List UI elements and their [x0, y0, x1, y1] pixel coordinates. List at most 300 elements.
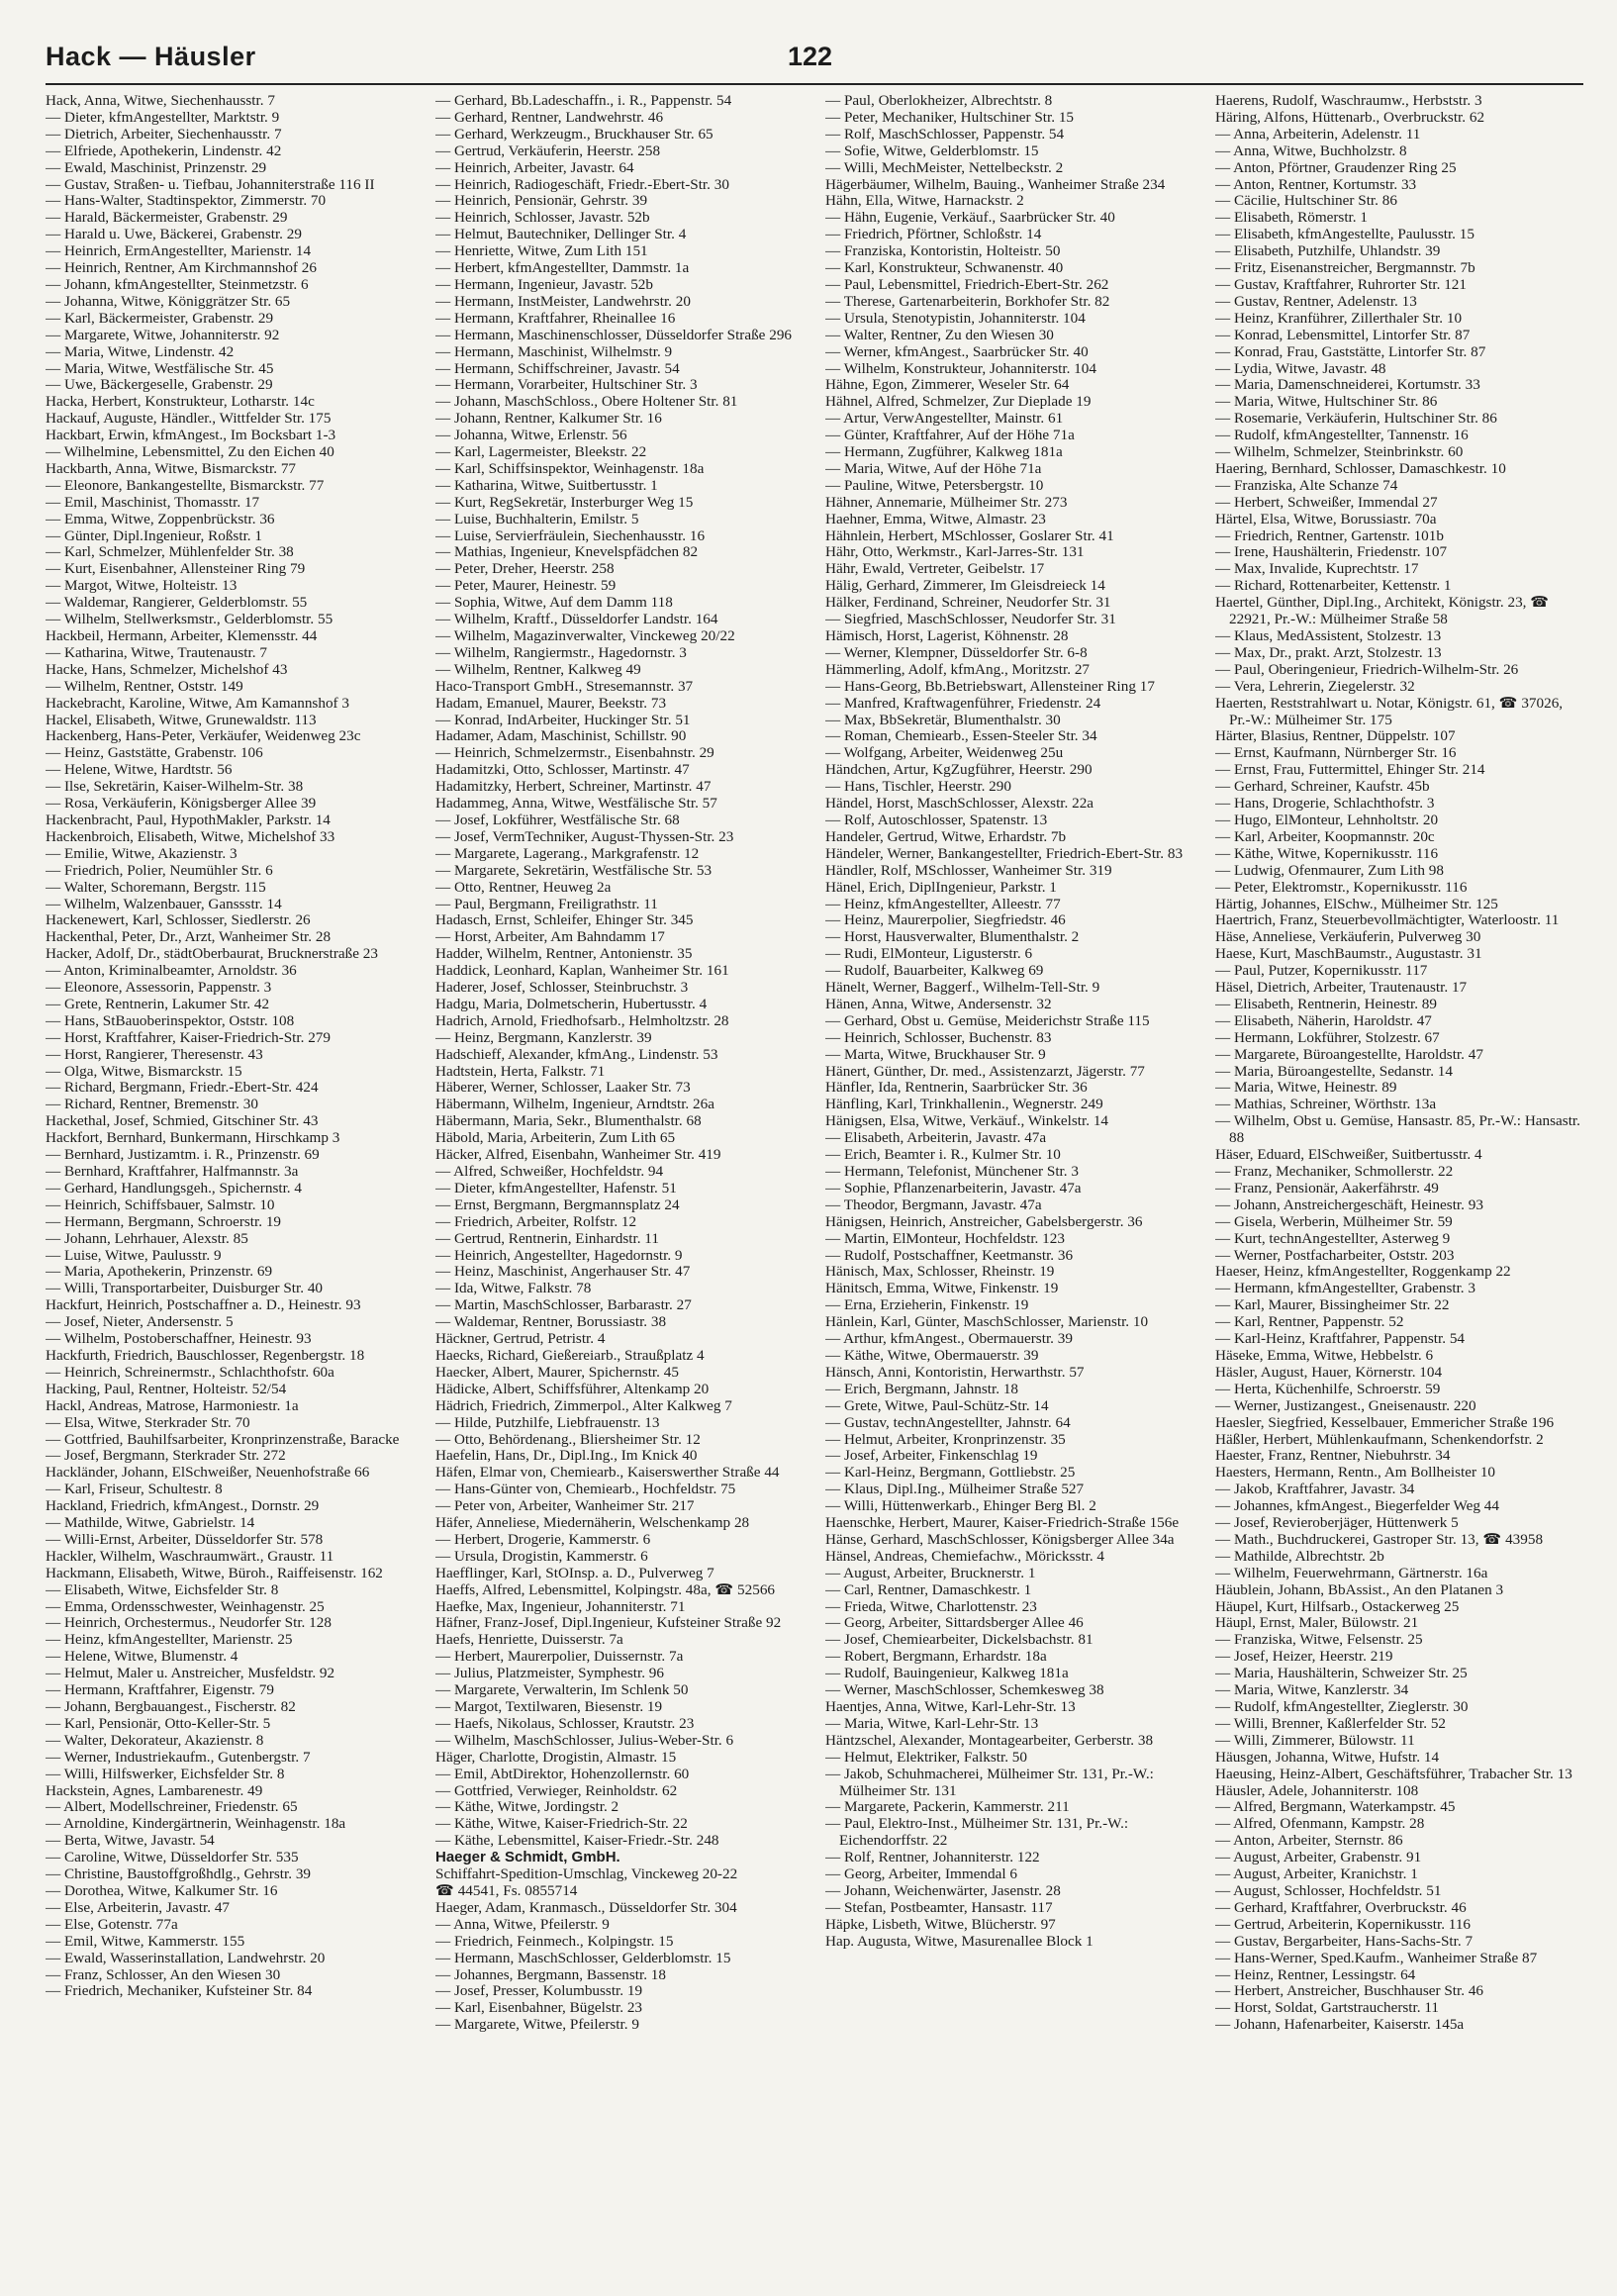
directory-entry: — Cäcilie, Hultschiner Str. 86 — [1215, 192, 1397, 210]
directory-entry: — August, Arbeiter, Grabenstr. 91 — [1215, 1849, 1422, 1866]
directory-entry: Hänsch, Anni, Kontoristin, Herwarthstr. 57 — [825, 1363, 1085, 1381]
directory-entry: — Harald u. Uwe, Bäckerei, Grabenstr. 29 — [46, 226, 302, 243]
directory-entry: — Friedrich, Rentner, Gartenstr. 101b — [1215, 526, 1444, 544]
directory-entry: Hähr, Otto, Werkmstr., Karl-Jarres-Str. 131 — [825, 543, 1085, 561]
directory-entry: — Haefs, Nikolaus, Schlosser, Krautstr. 23 — [435, 1714, 695, 1732]
directory-entry: — Frieda, Witwe, Charlottenstr. 23 — [825, 1597, 1037, 1615]
directory-entry: — Gustav, Rentner, Adelenstr. 13 — [1215, 292, 1417, 310]
directory-columns — [46, 93, 1583, 2270]
directory-entry: Hänigsen, Elsa, Witwe, Verkäuf., Winkelstr. 14 — [825, 1112, 1109, 1130]
directory-entry: — Karl, Arbeiter, Koopmannstr. 20c — [1215, 827, 1435, 845]
directory-entry: — Paul, Oberingenieur, Friedrich-Wilhelm-Str. 26 — [1215, 660, 1519, 678]
directory-entry: Hackenberg, Hans-Peter, Verkäufer, Weidenweg 23c — [46, 727, 361, 745]
directory-entry: — Gottfried, Bauhilfsarbeiter, Kronprinzenstraße, Baracke — [46, 1430, 400, 1448]
directory-entry: Hadamitzki, Otto, Schlosser, Martinstr. 47 — [435, 761, 690, 779]
directory-entry: Haecks, Richard, Gießereiarb., Straußplatz 4 — [435, 1346, 705, 1364]
directory-entry: — Friedrich, Pförtner, Schloßstr. 14 — [825, 226, 1042, 243]
directory-entry: — Georg, Arbeiter, Sittardsberger Allee 46 — [825, 1614, 1084, 1632]
directory-entry: — Elisabeth, Näherin, Haroldstr. 47 — [1215, 1011, 1432, 1029]
directory-entry: Härtel, Elsa, Witwe, Borussiastr. 70a — [1215, 510, 1437, 527]
directory-entry: — Käthe, Witwe, Jordingstr. 2 — [435, 1798, 619, 1816]
directory-entry: — Karl, Schmelzer, Mühlenfelder Str. 38 — [46, 543, 294, 561]
directory-entry: — Mathias, Ingenieur, Knevelspfädchen 82 — [435, 543, 699, 561]
directory-entry: — Heinrich, Arbeiter, Javastr. 64 — [435, 158, 634, 176]
directory-entry: — Else, Gotenstr. 77a — [46, 1915, 178, 1933]
directory-entry: — Maria, Apothekerin, Prinzenstr. 69 — [46, 1263, 273, 1281]
directory-entry: Hänfler, Ida, Rentnerin, Saarbrücker Str. 36 — [825, 1079, 1088, 1097]
directory-entry: Häfer, Anneliese, Miedernäherin, Welschenkamp 28 — [435, 1514, 750, 1532]
directory-entry: — Margarete, Sekretärin, Westfälische Str. 53 — [435, 861, 713, 879]
directory-entry: — Gerhard, Handlungsgeh., Spichernstr. 4 — [46, 1179, 302, 1196]
directory-entry: Häseke, Emma, Witwe, Hebbelstr. 6 — [1215, 1346, 1434, 1364]
directory-entry: — Heinz, kfmAngestellter, Alleestr. 77 — [825, 895, 1061, 912]
directory-entry: — Helene, Witwe, Blumenstr. 4 — [46, 1648, 238, 1666]
directory-entry: — Dieter, kfmAngestellter, Marktstr. 9 — [46, 108, 280, 126]
directory-entry: Häser, Eduard, ElSchweißer, Suitbertusstr. 4 — [1215, 1146, 1482, 1164]
directory-entry: — Josef, VermTechniker, August-Thyssen-Str. 23 — [435, 827, 734, 845]
directory-entry: — Herbert, kfmAngestellter, Dammstr. 1a — [435, 259, 690, 277]
directory-entry: — Emma, Witwe, Zoppenbrückstr. 36 — [46, 510, 275, 527]
directory-entry: — Harald, Bäckermeister, Grabenstr. 29 — [46, 209, 288, 227]
directory-entry: — Karl, Bäckermeister, Grabenstr. 29 — [46, 309, 274, 327]
directory-entry: — Konrad, IndArbeiter, Huckinger Str. 51 — [435, 711, 691, 728]
directory-entry: — Horst, Hausverwalter, Blumenthalstr. 2 — [825, 928, 1080, 946]
directory-entry: Hähr, Ewald, Vertreter, Geibelstr. 17 — [825, 560, 1045, 578]
directory-entry: — Sophie, Pflanzenarbeiterin, Javastr. 47a — [825, 1179, 1082, 1196]
directory-entry: — Hermann, Bergmann, Schroerstr. 19 — [46, 1212, 282, 1230]
directory-entry: — Dieter, kfmAngestellter, Hafenstr. 51 — [435, 1179, 677, 1196]
directory-entry: — Franziska, Kontoristin, Holteistr. 50 — [825, 242, 1061, 260]
directory-entry: Hackfurth, Friedrich, Bauschlosser, Regenbergstr. 18 — [46, 1346, 365, 1364]
directory-entry: — Hermann, Zugführer, Kalkweg 181a — [825, 443, 1063, 461]
directory-entry: — Johann, Weichenwärter, Jasenstr. 28 — [825, 1881, 1061, 1899]
directory-entry: Hackenewert, Karl, Schlosser, Siedlerstr. 26 — [46, 911, 311, 929]
directory-entry: — Emil, AbtDirektor, Hohenzollernstr. 60 — [435, 1765, 690, 1782]
directory-entry: Häfner, Franz-Josef, Dipl.Ingenieur, Kufsteiner Straße 92 — [435, 1614, 782, 1632]
directory-entry: — Jakob, Kraftfahrer, Javastr. 34 — [1215, 1481, 1415, 1498]
directory-entry: Haester, Franz, Rentner, Niebuhrstr. 34 — [1215, 1447, 1451, 1465]
directory-entry: — Hermann, Maschinenschlosser, Düsseldorfer Straße 296 — [435, 326, 793, 343]
directory-entry: Hägerbäumer, Wilhelm, Bauing., Wanheimer Straße 234 — [825, 175, 1166, 193]
directory-entry: — Maria, Haushälterin, Schweizer Str. 25 — [1215, 1665, 1468, 1682]
directory-entry: — Karl, Pensionär, Otto-Keller-Str. 5 — [46, 1714, 271, 1732]
directory-entry: — Bernhard, Kraftfahrer, Halfmannstr. 3a — [46, 1163, 299, 1180]
directory-entry: Haefke, Max, Ingenieur, Johanniterstr. 71 — [435, 1597, 686, 1615]
directory-entry: — Hermann, Kraftfahrer, Eigenstr. 79 — [46, 1681, 274, 1699]
directory-entry: — Gustav, Straßen- u. Tiefbau, Johanniterstraße 116 II — [46, 175, 375, 193]
directory-entry: — Bernhard, Justizamtm. i. R., Prinzenstr. 69 — [46, 1146, 320, 1164]
directory-entry: — Rolf, Rentner, Johanniterstr. 122 — [825, 1849, 1040, 1866]
directory-entry: — Richard, Bergmann, Friedr.-Ebert-Str. 424 — [46, 1079, 319, 1097]
directory-entry: — Martin, MaschSchlosser, Barbarastr. 27 — [435, 1296, 692, 1314]
directory-entry: — Paul, Bergmann, Freiligrathstr. 11 — [435, 895, 658, 912]
directory-entry: — Josef, Arbeiter, Finkenschlag 19 — [825, 1447, 1038, 1465]
directory-entry: Häusgen, Johanna, Witwe, Hufstr. 14 — [1215, 1748, 1440, 1766]
directory-entry: — Therese, Gartenarbeiterin, Borkhofer Str. 82 — [825, 292, 1110, 310]
directory-entry: — Arthur, kfmAngest., Obermauerstr. 39 — [825, 1330, 1073, 1348]
directory-entry: — Gustav, Bergarbeiter, Hans-Sachs-Str. 7 — [1215, 1932, 1474, 1950]
directory-entry: — Alfred, Schweißer, Hochfeldstr. 94 — [435, 1163, 664, 1180]
directory-entry: — Rolf, Autoschlosser, Spatenstr. 13 — [825, 811, 1048, 828]
directory-entry: — Karl, Friseur, Schultestr. 8 — [46, 1481, 223, 1498]
directory-entry: Haesters, Hermann, Rentn., Am Bollheister 10 — [1215, 1464, 1496, 1482]
directory-entry: — Margot, Textilwaren, Biesenstr. 19 — [435, 1698, 663, 1715]
directory-entry: — Dietrich, Arbeiter, Siechenhausstr. 7 — [46, 125, 282, 143]
directory-entry: Haerens, Rudolf, Waschraumw., Herbststr. 3 — [1215, 93, 1482, 109]
directory-entry: — Heinz, Bergmann, Kanzlerstr. 39 — [435, 1028, 652, 1046]
directory-entry: — Klaus, MedAssistent, Stolzestr. 13 — [1215, 627, 1442, 644]
directory-entry: Schiffahrt-Spedition-Umschlag, Vinckeweg 20-22 — [435, 1866, 738, 1883]
directory-entry: — Erich, Beamter i. R., Kulmer Str. 10 — [825, 1146, 1061, 1164]
directory-entry: — Emil, Witwe, Kammerstr. 155 — [46, 1932, 245, 1950]
directory-entry: — Gerhard, Obst u. Gemüse, Meiderichstr Straße 115 — [825, 1011, 1150, 1029]
directory-entry: — Wilhelm, Stellwerksmstr., Gelderblomstr. 55 — [46, 611, 333, 628]
directory-entry: Hackenbracht, Paul, HypothMakler, Parkstr. 14 — [46, 811, 331, 828]
directory-entry: — Werner, Postfacharbeiter, Oststr. 203 — [1215, 1246, 1455, 1264]
directory-entry: Hackenbroich, Elisabeth, Witwe, Michelshof 33 — [46, 827, 335, 845]
directory-entry: Häupl, Ernst, Maler, Bülowstr. 21 — [1215, 1614, 1419, 1632]
directory-entry: — Margarete, Lagerang., Markgrafenstr. 12 — [435, 844, 700, 862]
directory-entry: Hänigsen, Heinrich, Anstreicher, Gabelsbergerstr. 36 — [825, 1212, 1143, 1230]
directory-entry: — Karl, Maurer, Bissingheimer Str. 22 — [1215, 1296, 1450, 1314]
directory-entry: Hacker, Adolf, Dr., städtOberbaurat, Brucknerstraße 23 — [46, 945, 378, 963]
directory-entry: — Johanna, Witwe, Königgrätzer Str. 65 — [46, 292, 291, 310]
directory-entry: Haefflinger, Karl, StOInsp. a. D., Pulverweg 7 — [435, 1564, 714, 1581]
directory-entry: — Friedrich, Arbeiter, Rolfstr. 12 — [435, 1212, 637, 1230]
directory-entry: Hackmann, Elisabeth, Witwe, Büroh., Raiffeisenstr. 162 — [46, 1564, 383, 1581]
directory-entry: — Mathias, Schreiner, Wörthstr. 13a — [1215, 1096, 1437, 1113]
directory-entry: — Marta, Witwe, Bruckhauser Str. 9 — [825, 1045, 1046, 1063]
directory-entry: Hänert, Günther, Dr. med., Assistenzarzt, Jägerstr. 77 — [825, 1062, 1145, 1080]
column-1 — [46, 93, 414, 2270]
directory-entry: — Konrad, Frau, Gaststätte, Lintorfer Str. 87 — [1215, 342, 1486, 360]
directory-entry: Häbold, Maria, Arbeiterin, Zum Lith 65 — [435, 1129, 676, 1147]
directory-entry: Handeler, Gertrud, Witwe, Erhardstr. 7b — [825, 827, 1067, 845]
directory-entry: — Hermann, Kraftfahrer, Rheinallee 16 — [435, 309, 676, 327]
directory-entry: Haddick, Leonhard, Kaplan, Wanheimer Str. 161 — [435, 962, 729, 980]
directory-entry: — Wilhelm, Postoberschaffner, Heinestr. 93 — [46, 1330, 312, 1348]
directory-entry: — Maria, Witwe, Heinestr. 89 — [1215, 1079, 1397, 1097]
directory-entry: Haeser, Heinz, kfmAngestellter, Roggenkamp 22 — [1215, 1263, 1511, 1281]
directory-entry: Hämmerling, Adolf, kfmAng., Moritzstr. 27 — [825, 660, 1091, 678]
directory-entry: — Elisabeth, Arbeiterin, Javastr. 47a — [825, 1129, 1047, 1147]
column-3 — [825, 93, 1193, 2270]
directory-entry: — Eleonore, Assessorin, Pappenstr. 3 — [46, 979, 272, 997]
directory-entry: — Josef, Heizer, Heerstr. 219 — [1215, 1648, 1393, 1666]
directory-entry: Häger, Charlotte, Drogistin, Almastr. 15 — [435, 1748, 677, 1766]
directory-entry: — Margarete, Büroangestellte, Haroldstr. 47 — [1215, 1045, 1483, 1063]
directory-entry: — Rudolf, kfmAngestellter, Zieglerstr. 30 — [1215, 1698, 1469, 1715]
directory-entry: — Ewald, Maschinist, Prinzenstr. 29 — [46, 158, 267, 176]
directory-entry: Händeler, Werner, Bankangestellter, Friedrich-Ebert-Str. 83 — [825, 844, 1184, 862]
directory-entry: — Elisabeth, Römerstr. 1 — [1215, 209, 1368, 227]
directory-entry: — Heinrich, Schreinermstr., Schlachthofstr. 60a — [46, 1363, 334, 1381]
directory-entry: — Karl, Rentner, Pappenstr. 52 — [1215, 1313, 1404, 1331]
directory-entry: Hackländer, Johann, ElSchweißer, Neuenhofstraße 66 — [46, 1464, 370, 1482]
directory-entry: — Herbert, Maurerpolier, Duissernstr. 7a — [435, 1648, 684, 1666]
column-2 — [435, 93, 804, 2270]
directory-entry: — Berta, Witwe, Javastr. 54 — [46, 1832, 215, 1850]
directory-entry: — Josef, Chemiearbeiter, Dickelsbachstr. 81 — [825, 1631, 1094, 1649]
directory-entry: — Elisabeth, Rentnerin, Heinestr. 89 — [1215, 995, 1437, 1012]
directory-entry: — Margarete, Witwe, Johanniterstr. 92 — [46, 326, 280, 343]
directory-entry: — Math., Buchdruckerei, Gastroper Str. 13, ☎ 43958 — [1215, 1530, 1544, 1548]
directory-entry: — Katharina, Witwe, Suitbertusstr. 1 — [435, 476, 658, 494]
directory-entry: — Willi, Transportarbeiter, Duisburger Str. 40 — [46, 1280, 324, 1297]
directory-entry: — Heinrich, Angestellter, Hagedornstr. 9 — [435, 1246, 683, 1264]
directory-entry: — Grete, Witwe, Paul-Schütz-Str. 14 — [825, 1396, 1049, 1414]
directory-entry: — Elisabeth, Witwe, Eichsfelder Str. 8 — [46, 1580, 279, 1598]
directory-entry: — Katharina, Witwe, Trautenaustr. 7 — [46, 643, 267, 661]
directory-entry: — Wilhelm, Magazinverwalter, Vinckeweg 20/22 — [435, 627, 735, 644]
directory-entry: — Hermann, Maschinist, Wilhelmstr. 9 — [435, 342, 673, 360]
directory-entry: — Käthe, Witwe, Kaiser-Friedrich-Str. 22 — [435, 1815, 688, 1833]
directory-entry: — Gustav, Kraftfahrer, Ruhrorter Str. 121 — [1215, 275, 1467, 293]
directory-entry: — Werner, Industriekaufm., Gutenbergstr. 7 — [46, 1748, 311, 1766]
directory-entry: — Ludwig, Ofenmaurer, Zum Lith 98 — [1215, 861, 1444, 879]
directory-entry: — Karl-Heinz, Bergmann, Gottliebstr. 25 — [825, 1464, 1076, 1482]
directory-entry: Haertel, Günther, Dipl.Ing., Architekt, Königstr. 23, ☎ 22921, Pr.-W.: Mülheimer Straße 58 — [1215, 594, 1550, 628]
directory-entry: — Willi-Ernst, Arbeiter, Düsseldorfer Str. 578 — [46, 1530, 324, 1548]
directory-entry: — Werner, Klempner, Düsseldorfer Str. 6-8 — [825, 643, 1088, 661]
directory-entry: — Friedrich, Mechaniker, Kufsteiner Str. 84 — [46, 1982, 313, 2000]
directory-entry: — Wilhelm, Feuerwehrmann, Gärtnerstr. 16a — [1215, 1564, 1488, 1581]
directory-entry: Häberer, Werner, Schlosser, Laaker Str. 73 — [435, 1079, 691, 1097]
directory-entry: — Else, Arbeiterin, Javastr. 47 — [46, 1898, 231, 1916]
directory-entry: — Peter, Dreher, Heerstr. 258 — [435, 560, 615, 578]
directory-entry: — Anna, Witwe, Buchholzstr. 8 — [1215, 142, 1407, 159]
directory-entry: — Franz, Pensionär, Aakerfährstr. 49 — [1215, 1179, 1439, 1196]
directory-entry: Hähnel, Alfred, Schmelzer, Zur Dieplade 19 — [825, 393, 1092, 411]
directory-entry: — Heinz, Maschinist, Angerhauser Str. 47 — [435, 1263, 691, 1281]
directory-entry: — Alfred, Ofenmann, Kampstr. 28 — [1215, 1815, 1425, 1833]
directory-entry: — Stefan, Postbeamter, Hansastr. 117 — [825, 1898, 1053, 1916]
directory-entry: — Karl, Lagermeister, Bleekstr. 22 — [435, 443, 647, 461]
directory-entry: — Peter, Mechaniker, Hultschiner Str. 15 — [825, 108, 1075, 126]
directory-entry: Hackel, Elisabeth, Witwe, Grunewaldstr. 113 — [46, 711, 317, 728]
directory-entry: — Wilhelm, Konstrukteur, Johanniterstr. 104 — [825, 359, 1096, 377]
directory-entry: Haeffs, Alfred, Lebensmittel, Kolpingstr. 48a, ☎ 52566 — [435, 1580, 776, 1598]
directory-entry: — Grete, Rentnerin, Lakumer Str. 42 — [46, 995, 270, 1012]
directory-entry: — Karl, Schiffsinspektor, Weinhagenstr. 18a — [435, 459, 705, 477]
directory-entry: — Ernst, Kaufmann, Nürnberger Str. 16 — [1215, 744, 1457, 762]
directory-entry: — Paul, Putzer, Kopernikusstr. 117 — [1215, 962, 1428, 980]
directory-entry: — Uwe, Bäckergeselle, Grabenstr. 29 — [46, 376, 273, 394]
directory-entry: — Wilhelm, Kraftf., Düsseldorfer Landstr. 164 — [435, 611, 718, 628]
directory-entry: Haeusing, Heinz-Albert, Geschäftsführer, Trabacher Str. 13 — [1215, 1765, 1572, 1782]
directory-entry: — Rudolf, kfmAngestellter, Tannenstr. 16 — [1215, 427, 1469, 444]
directory-entry: — August, Arbeiter, Kranichstr. 1 — [1215, 1866, 1418, 1883]
directory-entry: — Herta, Küchenhilfe, Schroerstr. 59 — [1215, 1380, 1441, 1397]
directory-entry: — Max, Dr., prakt. Arzt, Stolzestr. 13 — [1215, 643, 1442, 661]
directory-entry: Hälker, Ferdinand, Schreiner, Neudorfer Str. 31 — [825, 594, 1111, 612]
directory-entry: — Maria, Büroangestellte, Sedanstr. 14 — [1215, 1062, 1453, 1080]
directory-entry: Hackethal, Josef, Schmied, Gitschiner Str. 43 — [46, 1112, 319, 1130]
directory-entry: — Otto, Behördenang., Bliersheimer Str. 12 — [435, 1430, 701, 1448]
directory-entry: — Wilhelm, Rentner, Kalkweg 49 — [435, 660, 641, 678]
page-header — [46, 38, 1583, 85]
directory-entry: Häßler, Herbert, Mühlenkaufmann, Schenkendorfstr. 2 — [1215, 1430, 1544, 1448]
directory-entry: — Johann, Bergbauangest., Fischerstr. 82 — [46, 1698, 296, 1715]
directory-entry: — Theodor, Bergmann, Javastr. 47a — [825, 1196, 1042, 1213]
directory-entry: — Dorothea, Witwe, Kalkumer Str. 16 — [46, 1881, 278, 1899]
directory-entry: Häfen, Elmar von, Chemiearb., Kaiserswerther Straße 44 — [435, 1464, 780, 1482]
directory-entry: — Wilhelm, MaschSchlosser, Julius-Weber-Str. 6 — [435, 1731, 734, 1749]
directory-entry: — Friedrich, Polier, Neumühler Str. 6 — [46, 861, 273, 879]
directory-entry: — Franziska, Witwe, Felsenstr. 25 — [1215, 1631, 1423, 1649]
directory-entry: — Heinz, Maurerpolier, Siegfriedstr. 46 — [825, 911, 1066, 929]
directory-entry: — Waldemar, Rangierer, Gelderblomstr. 55 — [46, 594, 308, 612]
directory-entry: — Peter, Elektromstr., Kopernikusstr. 116 — [1215, 878, 1468, 896]
directory-entry: — Wilhelm, Rentner, Oststr. 149 — [46, 677, 243, 695]
directory-entry: Hadgu, Maria, Dolmetscherin, Hubertusstr. 4 — [435, 995, 708, 1012]
directory-entry: Hackbarth, Anna, Witwe, Bismarckstr. 77 — [46, 459, 297, 477]
directory-entry: — Käthe, Witwe, Kopernikusstr. 116 — [1215, 844, 1439, 862]
directory-entry: — Paul, Oberlokheizer, Albrechtstr. 8 — [825, 93, 1053, 109]
directory-entry: — Walter, Schoremann, Bergstr. 115 — [46, 878, 266, 896]
directory-entry: Haeger, Adam, Kranmasch., Düsseldorfer Str. 304 — [435, 1898, 737, 1916]
directory-entry: — Helmut, Bautechniker, Dellinger Str. 4 — [435, 226, 687, 243]
directory-entry: — Maria, Witwe, Westfälische Str. 45 — [46, 359, 274, 377]
directory-entry: — Hans-Werner, Sped.Kaufm., Wanheimer Straße 87 — [1215, 1949, 1538, 1966]
directory-entry: — Helene, Witwe, Hardtstr. 56 — [46, 761, 233, 779]
directory-entry: — Hermann, InstMeister, Landwehrstr. 20 — [435, 292, 691, 310]
directory-entry: Hälig, Gerhard, Zimmerer, Im Gleisdreieck 14 — [825, 577, 1105, 595]
directory-entry: — Emma, Ordensschwester, Weinhagenstr. 25 — [46, 1597, 325, 1615]
directory-entry: Hadamer, Adam, Maschinist, Schillstr. 90 — [435, 727, 687, 745]
directory-entry: — Emilie, Witwe, Akazienstr. 3 — [46, 844, 238, 862]
directory-entry: — Fritz, Eisenanstreicher, Bergmannstr. 7b — [1215, 259, 1475, 277]
directory-entry: — Arnoldine, Kindergärtnerin, Weinhagenstr. 18a — [46, 1815, 346, 1833]
directory-entry: Häbermann, Wilhelm, Ingenieur, Arndtstr. 26a — [435, 1096, 714, 1113]
directory-entry: Häublein, Johann, BbAssist., An den Platanen 3 — [1215, 1580, 1504, 1598]
directory-entry: — Ilse, Sekretärin, Kaiser-Wilhelm-Str. 38 — [46, 778, 304, 796]
directory-entry: Hänisch, Max, Schlosser, Rheinstr. 19 — [825, 1263, 1055, 1281]
directory-entry: — Caroline, Witwe, Düsseldorfer Str. 535 — [46, 1849, 299, 1866]
directory-entry: — Margarete, Packerin, Kammerstr. 211 — [825, 1798, 1070, 1816]
directory-entry: — Willi, MechMeister, Nettelbeckstr. 2 — [825, 158, 1064, 176]
directory-entry: Hackbart, Erwin, kfmAngest., Im Bocksbart 1-3 — [46, 427, 336, 444]
directory-entry: Hähne, Egon, Zimmerer, Weseler Str. 64 — [825, 376, 1070, 394]
directory-entry: — Luise, Witwe, Paulusstr. 9 — [46, 1246, 222, 1264]
directory-entry: — Gertrud, Arbeiterin, Kopernikusstr. 116 — [1215, 1915, 1472, 1933]
directory-entry: — Kurt, RegSekretär, Insterburger Weg 15 — [435, 493, 694, 511]
directory-entry: — Waldemar, Rentner, Borussiastr. 38 — [435, 1313, 667, 1331]
directory-entry: — Max, Invalide, Kuprechtstr. 17 — [1215, 560, 1419, 578]
directory-entry: Hadammeg, Anna, Witwe, Westfälische Str. 57 — [435, 795, 717, 813]
directory-entry: — Artur, VerwAngestellter, Mainstr. 61 — [825, 410, 1064, 428]
directory-entry: Hackenthal, Peter, Dr., Arzt, Wanheimer Str. 28 — [46, 928, 332, 946]
directory-entry: — Heinz, Rentner, Lessingstr. 64 — [1215, 1965, 1416, 1983]
directory-entry: — Ursula, Drogistin, Kammerstr. 6 — [435, 1547, 648, 1565]
directory-entry: — Hans, Drogerie, Schlachthofstr. 3 — [1215, 795, 1435, 813]
directory-entry: Haderer, Josef, Schlosser, Steinbruchstr. 3 — [435, 979, 689, 997]
directory-entry: — Werner, MaschSchlosser, Schemkesweg 38 — [825, 1681, 1104, 1699]
directory-entry: Hackbeil, Hermann, Arbeiter, Klemensstr. 44 — [46, 627, 318, 644]
directory-entry: — Maria, Witwe, Hultschiner Str. 86 — [1215, 393, 1438, 411]
directory-entry: — Richard, Rentner, Bremenstr. 30 — [46, 1096, 258, 1113]
page-number: 122 — [788, 42, 833, 71]
directory-entry: Händel, Horst, MaschSchlosser, Alexstr. 22a — [825, 795, 1094, 813]
directory-entry: — Sophia, Witwe, Auf dem Damm 118 — [435, 594, 673, 612]
directory-entry: Hänitsch, Emma, Witwe, Finkenstr. 19 — [825, 1280, 1059, 1297]
directory-entry: — Willi, Hüttenwerkarb., Ehinger Berg Bl. 2 — [825, 1497, 1096, 1515]
directory-entry: — Manfred, Kraftwagenführer, Friedenstr. 24 — [825, 694, 1101, 712]
directory-entry: — Hans-Georg, Bb.Betriebswart, Allensteiner Ring 17 — [825, 677, 1155, 695]
directory-entry: — Peter von, Arbeiter, Wanheimer Str. 217 — [435, 1497, 695, 1515]
page-title: Hack — Häusler — [46, 42, 256, 71]
directory-entry: Hädicke, Albert, Schiffsführer, Altenkamp 20 — [435, 1380, 710, 1397]
directory-entry: — Lydia, Witwe, Javastr. 48 — [1215, 359, 1386, 377]
directory-entry: Haenschke, Herbert, Maurer, Kaiser-Friedrich-Straße 156e — [825, 1514, 1180, 1532]
directory-entry: Haehner, Emma, Witwe, Almastr. 23 — [825, 510, 1046, 527]
directory-entry: — Maria, Witwe, Karl-Lehr-Str. 13 — [825, 1714, 1039, 1732]
directory-entry: — Heinrich, Schlosser, Buchenstr. 83 — [825, 1028, 1052, 1046]
directory-entry: Hähn, Ella, Witwe, Harnackstr. 2 — [825, 192, 1024, 210]
directory-entry: Hackl, Andreas, Matrose, Harmoniestr. 1a — [46, 1396, 299, 1414]
directory-entry: — Horst, Soldat, Gartstraucherstr. 11 — [1215, 1999, 1439, 2017]
directory-entry: — Helmut, Arbeiter, Kronprinzenstr. 35 — [825, 1430, 1066, 1448]
directory-entry: Haertrich, Franz, Steuerbevollmächtigter, Waterloostr. 11 — [1215, 911, 1560, 929]
directory-entry: Häring, Alfons, Hüttenarb., Overbruckstr. 62 — [1215, 108, 1485, 126]
directory-entry: Hänse, Gerhard, MaschSchlosser, Königsberger Allee 34a — [825, 1530, 1175, 1548]
directory-entry: — Ernst, Bergmann, Bergmannsplatz 24 — [435, 1196, 680, 1213]
directory-entry: — Erich, Bergmann, Jahnstr. 18 — [825, 1380, 1019, 1397]
directory-entry: — Christine, Baustoffgroßhdlg., Gehrstr. 39 — [46, 1866, 312, 1883]
directory-entry: — Josef, Lokführer, Westfälische Str. 68 — [435, 811, 680, 828]
directory-entry: Hadamitzky, Herbert, Schreiner, Martinstr. 47 — [435, 778, 712, 796]
directory-entry: — Werner, Justizangest., Gneisenaustr. 220 — [1215, 1396, 1476, 1414]
directory-entry: Häpke, Lisbeth, Witwe, Blücherstr. 97 — [825, 1915, 1056, 1933]
directory-entry: — Maria, Witwe, Auf der Höhe 71a — [825, 459, 1042, 477]
directory-entry: — Karl-Heinz, Kraftfahrer, Pappenstr. 54 — [1215, 1330, 1466, 1348]
directory-entry: — Hugo, ElMonteur, Lehnholtstr. 20 — [1215, 811, 1439, 828]
directory-entry: — Anton, Pförtner, Graudenzer Ring 25 — [1215, 158, 1457, 176]
directory-entry: — Rolf, MaschSchlosser, Pappenstr. 54 — [825, 125, 1065, 143]
directory-entry: — Rudolf, Bauingenieur, Kalkweg 181a — [825, 1665, 1069, 1682]
directory-entry: — Josef, Bergmann, Sterkrader Str. 272 — [46, 1447, 286, 1465]
directory-entry: — Johann, kfmAngestellter, Steinmetzstr. 6 — [46, 275, 309, 293]
directory-entry: — Gisela, Werberin, Mülheimer Str. 59 — [1215, 1212, 1453, 1230]
directory-entry: — Siegfried, MaschSchlosser, Neudorfer Str. 31 — [825, 611, 1116, 628]
directory-entry: — Maria, Witwe, Kanzlerstr. 34 — [1215, 1681, 1409, 1699]
directory-entry: — Gerhard, Werkzeugm., Bruckhauser Str. 65 — [435, 125, 713, 143]
directory-entry: — Wilhelmine, Lebensmittel, Zu den Eichen 40 — [46, 443, 334, 461]
directory-entry: — Heinz, Gaststätte, Grabenstr. 106 — [46, 744, 263, 762]
directory-entry: — Martin, ElMonteur, Hochfeldstr. 123 — [825, 1229, 1065, 1247]
directory-entry: — Johanna, Witwe, Erlenstr. 56 — [435, 427, 627, 444]
directory-entry: — Margarete, Verwalterin, Im Schlenk 50 — [435, 1681, 689, 1699]
directory-entry: — Wolfgang, Arbeiter, Weidenweg 25u — [825, 744, 1064, 762]
directory-entry: Häusler, Adele, Johanniterstr. 108 — [1215, 1781, 1419, 1799]
column-4 — [1215, 93, 1583, 2270]
directory-entry: Hap. Augusta, Witwe, Masurenallee Block 1 — [825, 1932, 1094, 1950]
directory-entry: — Julius, Platzmeister, Symphestr. 96 — [435, 1665, 664, 1682]
directory-entry: — Heinrich, ErmAngestellter, Marienstr. 14 — [46, 242, 312, 260]
directory-entry: — Alfred, Bergmann, Waterkampstr. 45 — [1215, 1798, 1456, 1816]
directory-entry: Hadasch, Ernst, Schleifer, Ehinger Str. 345 — [435, 911, 694, 929]
directory-entry: — Heinrich, Orchestermus., Neudorfer Str. 128 — [46, 1614, 332, 1632]
directory-entry: — Herbert, Anstreicher, Buschhauser Str. 46 — [1215, 1982, 1484, 2000]
directory-entry: — Heinz, kfmAngestellter, Marienstr. 25 — [46, 1631, 293, 1649]
directory-entry: Hackfort, Bernhard, Bunkermann, Hirschkamp 3 — [46, 1129, 340, 1147]
directory-entry: Häbermann, Maria, Sekr., Blumenthalstr. 68 — [435, 1112, 702, 1130]
directory-entry: — Richard, Rottenarbeiter, Kettenstr. 1 — [1215, 577, 1452, 595]
directory-entry: Hähnlein, Herbert, MSchlosser, Goslarer Str. 41 — [825, 526, 1114, 544]
directory-entry: — Heinrich, Rentner, Am Kirchmannshof 26 — [46, 259, 317, 277]
directory-entry: Hackland, Friedrich, kfmAngest., Dornstr. 29 — [46, 1497, 320, 1515]
directory-entry: — Hermann, MaschSchlosser, Gelderblomstr. 15 — [435, 1949, 731, 1966]
